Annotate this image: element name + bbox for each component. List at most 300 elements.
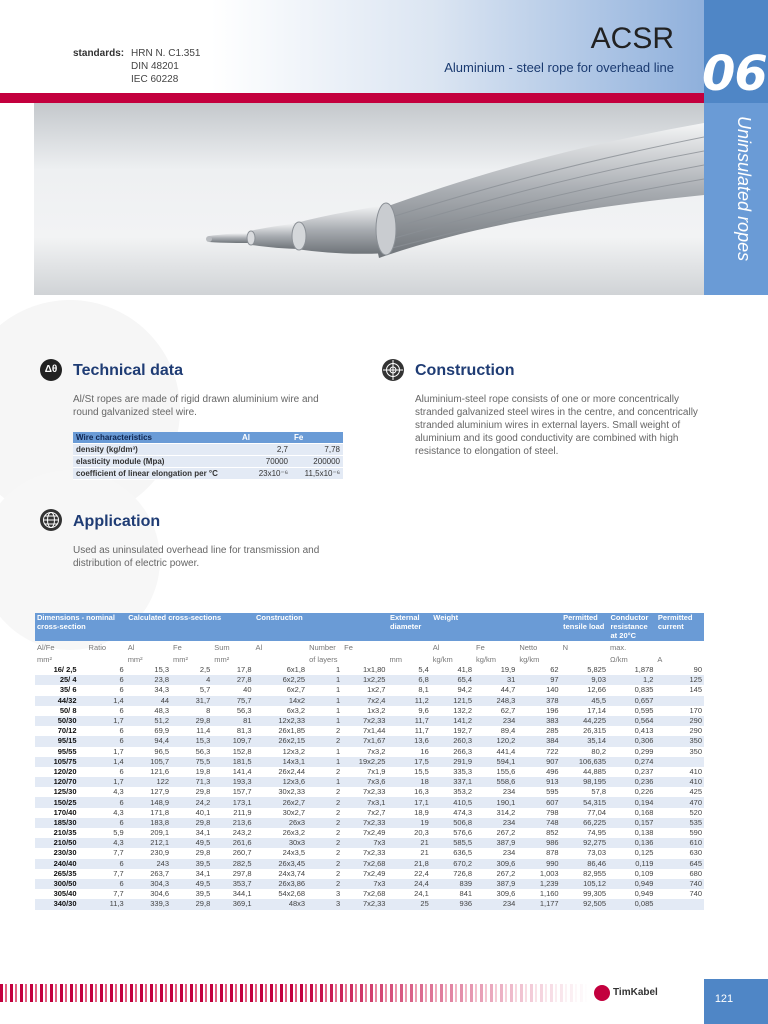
table-cell: 1x2,7 [342,685,387,695]
table-cell: 6,8 [387,675,430,685]
side-tab-label: Uninsulated ropes [734,116,754,262]
globe-icon [40,509,62,531]
table-cell: 378 [517,696,560,706]
table-cell: 70000 [239,456,291,468]
column-group-header: Construction [254,613,388,641]
row-dimension: 210/35 [35,828,87,838]
table-cell: 7x3,1 [342,797,387,807]
table-cell: 30x3 [254,838,308,848]
table-cell: 13,6 [387,736,430,746]
row-dimension: 340/30 [35,899,87,909]
table-cell: 6x2,25 [254,675,308,685]
table-cell: 155,6 [474,767,517,777]
table-cell: 290 [655,726,704,736]
table-cell: 196 [517,706,560,716]
row-dimension: 265/35 [35,869,87,879]
table-cell: 748 [517,818,560,828]
table-cell: 18 [387,777,430,787]
page-number: 121 [714,993,734,1005]
row-label: elasticity module (Mpa) [73,456,239,468]
table-cell: 44 [126,696,171,706]
table-cell: 26,315 [561,726,608,736]
column-unit [87,654,126,665]
column-unit [254,654,308,665]
standard-item: DIN 48201 [131,61,179,72]
row-dimension: 230/30 [35,848,87,858]
column-group-header: Calculated cross-sections [126,613,254,641]
table-cell: 35,14 [561,736,608,746]
table-cell: 3 [307,889,342,899]
table-cell: 304,3 [126,879,171,889]
table-cell: 2 [307,808,342,818]
table-cell: 11,3 [87,899,126,909]
table-cell: 335,3 [431,767,474,777]
column-subheader: Al [255,642,263,652]
table-cell: 11,2 [387,696,430,706]
table-cell: 80,2 [561,747,608,757]
table-cell: 1 [307,706,342,716]
construction-heading: Construction [415,362,515,379]
table-cell: 23x10⁻⁶ [239,468,291,480]
column-unit: mm² [214,654,230,664]
table-cell: 0,299 [608,747,655,757]
table-cell: 2 [307,767,342,777]
table-cell [655,757,704,767]
table-row [35,797,704,807]
standards-label: standards: [73,48,125,59]
table-cell: 24,2 [171,797,212,807]
timkabel-logo-icon [594,985,610,1001]
table-cell: 51,2 [126,716,171,726]
table-cell: 2 [307,797,342,807]
table-row [35,808,704,818]
table-cell: 309,6 [474,889,517,899]
table-cell: 74,95 [561,828,608,838]
strand-cross-section-icon [382,359,404,381]
table-cell: 1 [307,696,342,706]
table-cell: 8 [171,706,212,716]
table-cell: 1 [307,685,342,695]
table-cell: 585,5 [431,838,474,848]
row-dimension: 50/ 8 [35,706,87,716]
table-cell: 339,3 [126,899,171,909]
timkabel-logo: TimKabel [613,987,658,998]
table-cell: 285 [517,726,560,736]
table-cell: 1x3,2 [342,706,387,716]
table-cell: 5,9 [87,828,126,838]
table-cell: 97 [517,675,560,685]
table-cell: 125 [655,675,704,685]
technical-data-text: Al/St ropes are made of rigid drawn aluminium wire and round galvanized steel wire. [73,394,319,418]
table-cell: 29,8 [171,899,212,909]
table-cell: 15,3 [171,736,212,746]
table-cell: 0,595 [608,706,655,716]
table-cell: 7x1,9 [342,767,387,777]
table-cell: 173,1 [212,797,253,807]
table-cell: 1 [307,675,342,685]
table-cell: 30x2,7 [254,808,308,818]
table-cell: 75,7 [212,696,253,706]
table-cell: 26x1,85 [254,726,308,736]
table-cell: 282,5 [212,859,253,869]
table-cell: 267,2 [474,828,517,838]
table-cell: 1,7 [87,716,126,726]
table-cell: 230,9 [126,848,171,858]
table-cell: 0,237 [608,767,655,777]
table-cell: 6x1,8 [254,665,308,675]
table-cell: 0,236 [608,777,655,787]
table-cell: 211,9 [212,808,253,818]
table-cell: 29,8 [171,848,212,858]
row-dimension: 300/50 [35,879,87,889]
table-cell: 6 [87,726,126,736]
table-cell: 2,7 [239,444,291,456]
table-cell: 7x2,33 [342,787,387,797]
table-cell: 1 [307,716,342,726]
column-subheader: Ratio [88,642,107,652]
table-cell: 2 [307,869,342,879]
table-cell: 0,274 [608,757,655,767]
table-cell: 18,9 [387,808,430,818]
table-cell: 49,5 [171,879,212,889]
table-cell: 75,5 [171,757,212,767]
table-cell: 105,7 [126,757,171,767]
table-cell: 261,6 [212,838,253,848]
table-cell: 21 [387,848,430,858]
table-cell: 6x2,7 [254,685,308,695]
table-row [35,706,704,716]
row-dimension: 95/15 [35,736,87,746]
table-cell: 34,3 [126,685,171,695]
table-cell: 7x3,6 [342,777,387,787]
table-cell: 193,3 [212,777,253,787]
table-cell: 15,3 [126,665,171,675]
table-cell: 2 [307,787,342,797]
table-cell: 0,226 [608,787,655,797]
table-cell: 263,7 [126,869,171,879]
table-subheader-row [35,641,704,654]
acsr-cable-image [34,103,704,295]
table-cell: 7x2,68 [342,889,387,899]
column-unit: kg/km [519,654,540,664]
table-cell: 337,1 [431,777,474,787]
acsr-specifications-table [35,613,704,910]
table-cell: 852 [517,828,560,838]
table-cell: 410 [655,777,704,787]
table-cell: 39,5 [171,889,212,899]
table-cell: 369,1 [212,899,253,909]
table-cell: 20,3 [387,828,430,838]
column-subheader [387,641,430,654]
table-cell: 0,835 [608,685,655,695]
table-row [35,747,704,757]
table-cell: 11,5x10⁻⁶ [291,468,343,480]
table-cell: 39,5 [171,859,212,869]
table-cell: 2 [307,859,342,869]
table-cell: 986 [517,838,560,848]
construction-text: Aluminium-steel rope consists of one or more concentrically stranded galvanized steel wires in the centre, and concentrically stranded aluminium wires in external layers. Small weight of aluminium and its good conductivity are combined with high resistance to elongation of steel. [415,394,698,457]
table-row [35,675,704,685]
table-cell: 15,5 [387,767,430,777]
column-subheader: Fe [476,642,485,652]
table-cell: 0,168 [608,808,655,818]
table-cell: 535 [655,818,704,828]
table-cell: 0,306 [608,736,655,746]
table-cell: 1x1,80 [342,665,387,675]
table-cell: 474,3 [431,808,474,818]
page-subtitle: Aluminium - steel rope for overhead line [444,60,674,75]
table-cell: 1 [307,777,342,787]
table-row [35,848,704,858]
table-cell: 200000 [291,456,343,468]
table-cell: 4,3 [87,838,126,848]
table-cell: 0,949 [608,879,655,889]
table-cell: 94,4 [126,736,171,746]
column-unit [342,654,387,665]
table-cell: 7,7 [87,848,126,858]
table-cell: 1,7 [87,777,126,787]
table-cell: 11,4 [171,726,212,736]
table-cell: 576,6 [431,828,474,838]
table-cell: 49,5 [171,838,212,848]
table-cell: 19x2,25 [342,757,387,767]
column-unit: A [657,654,663,664]
table-cell: 384 [517,736,560,746]
table-row [35,838,704,848]
table-cell: 740 [655,889,704,899]
column-subheader: Netto [519,642,538,652]
table-cell: 31,7 [171,696,212,706]
table-cell: 722 [517,747,560,757]
table-cell: 913 [517,777,560,787]
table-cell: 1 [307,747,342,757]
table-cell: 7x3 [342,838,387,848]
table-row [35,869,704,879]
table-cell: 234 [474,716,517,726]
table-cell: 610 [655,838,704,848]
table-cell: 7x2,33 [342,818,387,828]
table-cell: 0,194 [608,797,655,807]
column-unit: mm² [127,654,143,664]
table-cell: 7,7 [87,869,126,879]
table-cell: 0,413 [608,726,655,736]
table-cell: 34,1 [171,869,212,879]
table-cell: 6 [87,818,126,828]
table-cell: 234 [474,787,517,797]
table-cell: 121,5 [431,696,474,706]
table-cell: 132,2 [431,706,474,716]
table-cell: 1,239 [517,879,560,889]
table-cell: 1,7 [87,747,126,757]
application-heading: Application [73,513,161,530]
table-cell: 44,225 [561,716,608,726]
table-row [73,444,343,456]
row-dimension: 150/25 [35,797,87,807]
table-cell: 1,4 [87,696,126,706]
table-cell: 410 [655,767,704,777]
table-cell: 2 [307,736,342,746]
table-cell: 171,8 [126,808,171,818]
table-cell: 234 [474,848,517,858]
table-cell: 192,7 [431,726,474,736]
table-cell: 122 [126,777,171,787]
table-unit-row [35,654,704,665]
column-subheader [655,641,704,654]
table-cell: 41,8 [431,665,474,675]
table-cell: 29,8 [171,716,212,726]
table-cell: 6 [87,665,126,675]
table-cell: 353,7 [212,879,253,889]
table-cell: 4,3 [87,808,126,818]
row-dimension: 120/20 [35,767,87,777]
table-cell: 6 [87,859,126,869]
table-cell: 17,5 [387,757,430,767]
table-row [35,818,704,828]
table-cell: 7x1,44 [342,726,387,736]
table-cell: 1 [307,665,342,675]
table-cell: 0,085 [608,899,655,909]
column-subheader: Fe [173,642,182,652]
header-accent-line [0,93,704,103]
table-cell: 89,4 [474,726,517,736]
chapter-number: 06 [702,46,767,102]
table-cell: 26x3,86 [254,879,308,889]
table-cell: 26x2,7 [254,797,308,807]
row-dimension: 185/30 [35,818,87,828]
application-text: Used as uninsulated overhead line for transmission and distribution of electric power. [73,545,320,569]
column-header: Wire characteristics [73,432,239,444]
table-cell: 7,78 [291,444,343,456]
table-cell: 98,195 [561,777,608,787]
table-cell: 19,8 [171,767,212,777]
table-cell: 25 [387,899,430,909]
table-cell: 21,8 [387,859,430,869]
column-unit: mm² [173,654,189,664]
table-row [35,757,704,767]
table-cell: 2 [307,838,342,848]
row-dimension: 305/40 [35,889,87,899]
table-cell: 1,2 [608,675,655,685]
row-dimension: 44/32 [35,696,87,706]
table-row [35,828,704,838]
table-cell: 90 [655,665,704,675]
table-cell: 7x2,33 [342,716,387,726]
column-subheader: N [562,642,569,652]
table-cell: 12x3,6 [254,777,308,787]
table-cell: 7x2,68 [342,859,387,869]
column-subheader: Number [309,642,336,652]
table-cell: 7x3,2 [342,747,387,757]
table-cell: 7x2,33 [342,848,387,858]
table-cell: 2 [307,879,342,889]
table-cell: 234 [474,818,517,828]
column-group-header: Conductor resistance at 20°C [608,613,655,641]
table-cell: 594,1 [474,757,517,767]
table-cell: 71,3 [171,777,212,787]
row-dimension: 210/50 [35,838,87,848]
table-cell: 353,2 [431,787,474,797]
table-cell: 936 [431,899,474,909]
row-dimension: 95/55 [35,747,87,757]
table-cell: 6x3,2 [254,706,308,716]
table-cell: 26x2,15 [254,736,308,746]
table-row [35,767,704,777]
table-cell: 2 [307,848,342,858]
table-cell: 141,4 [212,767,253,777]
table-row [35,777,704,787]
standard-item: HRN N. C1.351 [131,48,201,59]
table-cell: 14x3,1 [254,757,308,767]
table-cell: 291,9 [431,757,474,767]
row-dimension: 25/ 4 [35,675,87,685]
page-title: ACSR [590,22,674,55]
row-label: density (kg/dm³) [73,444,239,456]
table-cell: 23,8 [126,675,171,685]
table-cell: 26x3,2 [254,828,308,838]
table-cell: 410,5 [431,797,474,807]
table-cell: 212,1 [126,838,171,848]
table-cell: 77,04 [561,808,608,818]
table-cell: 45,5 [561,696,608,706]
table-cell: 290 [655,716,704,726]
table-cell: 29,8 [171,818,212,828]
table-cell: 57,8 [561,787,608,797]
table-cell: 387,9 [474,879,517,889]
table-cell: 6 [87,797,126,807]
table-cell: 636,5 [431,848,474,858]
table-cell: 990 [517,859,560,869]
row-dimension: 16/ 2,5 [35,665,87,675]
table-cell: 558,6 [474,777,517,787]
table-cell: 304,6 [126,889,171,899]
table-cell: 54x2,68 [254,889,308,899]
table-cell: 441,4 [474,747,517,757]
table-cell: 24,1 [387,889,430,899]
row-dimension: 105/75 [35,757,87,767]
table-cell: 14x2 [254,696,308,706]
table-cell: 5,825 [561,665,608,675]
table-cell: 99,305 [561,889,608,899]
row-dimension: 120/70 [35,777,87,787]
table-cell: 17,8 [212,665,253,675]
column-header: Fe [291,432,343,444]
table-cell: 6 [87,767,126,777]
table-cell: 40 [212,685,253,695]
table-cell: 26x3 [254,818,308,828]
table-cell: 11,7 [387,716,430,726]
table-cell: 387,9 [474,838,517,848]
table-cell: 314,2 [474,808,517,818]
table-row [73,468,343,480]
table-cell: 54,315 [561,797,608,807]
wire-characteristics-table [73,432,343,480]
row-dimension: 50/30 [35,716,87,726]
table-cell: 740 [655,879,704,889]
table-cell: 6 [87,675,126,685]
column-unit: mm [389,654,402,664]
table-cell: 506,8 [431,818,474,828]
table-cell: 260,3 [431,736,474,746]
table-row [35,685,704,695]
table-cell: 8,1 [387,685,430,695]
table-cell: 7x2,49 [342,828,387,838]
table-cell: 297,8 [212,869,253,879]
table-cell: 841 [431,889,474,899]
table-row [35,726,704,736]
column-group-header: Dimensions - nominal cross-section [35,613,126,641]
column-group-header: Permitted tensile load [561,613,608,641]
table-cell: 141,2 [431,716,474,726]
